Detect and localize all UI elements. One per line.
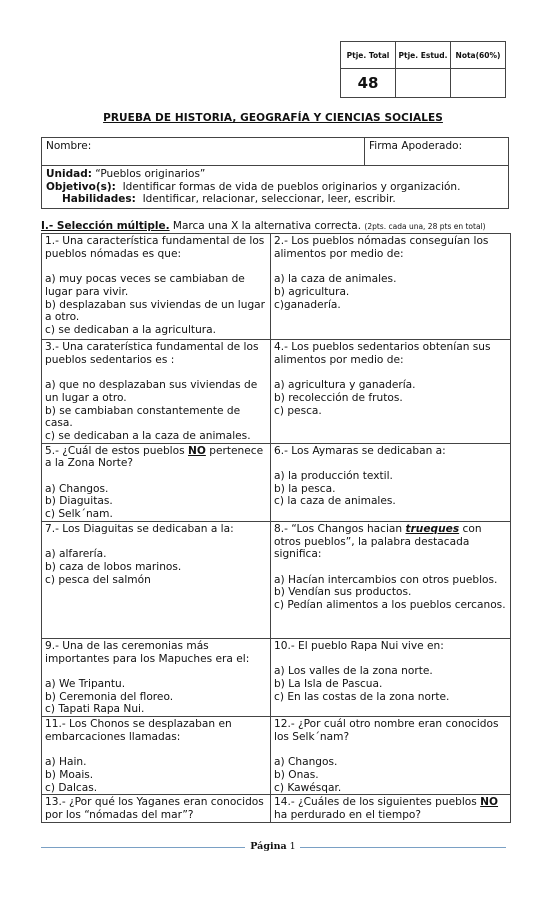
option[interactable]: c) pesca del salmón — [45, 573, 151, 586]
option[interactable]: b) caza de lobos marinos. — [45, 560, 182, 573]
question-2 — [271, 234, 511, 340]
emphasis-no: NO — [480, 796, 499, 809]
option[interactable]: b) Diaguitas. — [45, 495, 113, 508]
habilidades-value: Identificar, relacionar, seleccionar, leer, escribir. — [142, 193, 396, 205]
question-5 — [42, 443, 271, 521]
section-label: I.- Selección múltiple. — [41, 220, 170, 232]
section-points: (2pts. cada una, 28 pts en total) — [364, 222, 486, 231]
option[interactable]: b) la pesca. — [274, 482, 336, 495]
question-text: 9.- Una de las ceremonias más importantes para los Mapuches era el: — [45, 639, 250, 665]
objetivo-label: Objetivo(s): — [46, 180, 116, 193]
exam-title: PRUEBA DE HISTORIA, GEOGRAFÍA Y CIENCIAS SOCIALES — [103, 112, 443, 124]
nombre-label: Nombre: — [46, 140, 92, 152]
question-text: 11.- Los Chonos se desplazaban en embarcaciones llamadas: — [45, 718, 232, 743]
student-info-table — [41, 137, 509, 209]
option[interactable]: c) Dalcas. — [45, 781, 98, 794]
option[interactable]: c) se dedicaban a la agricultura. — [45, 323, 216, 336]
question-12 — [271, 717, 511, 795]
option[interactable]: c) Selk´nam. — [45, 508, 113, 521]
emphasis-no: NO — [188, 444, 206, 457]
option[interactable]: a) We Tripantu. — [45, 677, 126, 690]
question-text: 14.- ¿Cuáles de los siguientes pueblos NO ha perdurado en el tiempo? — [274, 796, 499, 821]
option[interactable]: b) Moais. — [45, 768, 94, 781]
ptje-total-value: 48 — [341, 69, 396, 98]
unidad-value: “Pueblos originarios” — [95, 168, 206, 180]
question-text: 5.- ¿Cuál de estos pueblos NO pertenece a la Zona Norte? — [45, 444, 264, 470]
habilidades-label: Habilidades: — [62, 193, 136, 205]
question-text: 10.- El pueblo Rapa Nui vive en: — [274, 639, 444, 652]
question-11 — [42, 717, 271, 795]
option[interactable]: a) Hacían intercambios con otros pueblos. — [274, 573, 498, 586]
questions-table — [41, 233, 511, 823]
emphasis-trueques: trueques — [405, 522, 460, 535]
question-14 — [271, 795, 511, 823]
question-9 — [42, 638, 271, 716]
firma-label: Firma Apoderado: — [369, 140, 463, 152]
option[interactable]: c)ganadería. — [274, 298, 341, 311]
section-heading — [41, 220, 531, 232]
option[interactable]: a) la producción textil. — [274, 470, 393, 482]
option[interactable]: b) Vendían sus productos. — [274, 586, 412, 599]
option[interactable]: c) Pedían alimentos a los pueblos cercanos. — [274, 599, 506, 612]
question-text: 13.- ¿Por qué los Yaganes eran conocidos por los “nómadas del mar”? — [45, 796, 264, 821]
option[interactable]: a) Los valles de la zona norte. — [274, 665, 433, 678]
question-6 — [271, 443, 511, 521]
option[interactable]: a) muy pocas veces se cambiaban de lugar para vivir. — [45, 273, 245, 298]
option[interactable]: c) se dedicaban a la caza de animales. — [45, 429, 251, 442]
question-text: 7.- Los Diaguitas se dedicaban a la: — [45, 522, 234, 535]
option[interactable]: a) Changos. — [274, 756, 338, 769]
question-7 — [42, 521, 271, 638]
option[interactable]: c) Tapati Rapa Nui. — [45, 703, 145, 716]
score-box — [340, 41, 506, 98]
option[interactable]: b) Onas. — [274, 768, 319, 781]
question-8 — [271, 521, 511, 638]
question-4 — [271, 340, 511, 444]
option[interactable]: b) Ceremonia del floreo. — [45, 690, 174, 703]
page-footer — [0, 841, 546, 852]
page-label: Página — [250, 841, 287, 852]
firma-apoderado-field[interactable] — [365, 138, 509, 166]
option[interactable]: c) Kawésqar. — [274, 781, 342, 794]
option[interactable]: a) alfarería. — [45, 548, 107, 561]
objetivo-value: Identificar formas de vida de pueblos originarios y organización. — [122, 180, 461, 193]
question-text: 4.- Los pueblos sedentarios obtenían sus alimentos por medio de: — [274, 341, 491, 366]
option[interactable]: c) pesca. — [274, 404, 322, 417]
section-instruction: Marca una X la alternativa correcta. — [172, 220, 362, 232]
nombre-field[interactable] — [42, 138, 365, 166]
option[interactable]: c) En las costas de la zona norte. — [274, 690, 450, 703]
question-text: 1.- Una característica fundamental de los pueblos nómadas es que: — [45, 235, 265, 260]
unidad-label: Unidad: — [46, 168, 92, 180]
unit-objective-box — [42, 166, 509, 209]
question-text: 12.- ¿Por cuál otro nombre eran conocidos los Selk´nam? — [274, 718, 499, 743]
option[interactable]: b) agricultura. — [274, 285, 350, 298]
option[interactable]: a) que no desplazaban sus viviendas de un lugar a otro. — [45, 379, 258, 404]
question-text: 6.- Los Aymaras se dedicaban a: — [274, 444, 446, 457]
nota-value[interactable] — [451, 69, 506, 98]
option[interactable]: a) agricultura y ganadería. — [274, 379, 416, 392]
option[interactable]: b) La Isla de Pascua. — [274, 677, 383, 690]
option[interactable]: a) Changos. — [45, 482, 109, 495]
question-text: 3.- Una caraterística fundamental de los pueblos sedentarios es : — [45, 341, 259, 366]
option[interactable]: a) Hain. — [45, 756, 87, 769]
ptje-estud-label: Ptje. Estud. — [396, 42, 451, 69]
ptje-total-label: Ptje. Total — [341, 42, 396, 69]
option[interactable]: b) se cambiaban constantemente de casa. — [45, 404, 241, 430]
nota-label: Nota(60%) — [451, 42, 506, 69]
option[interactable]: a) la caza de animales. — [274, 273, 397, 286]
question-text: 8.- “Los Changos hacian trueques con otros pueblos”, la palabra destacada significa: — [274, 522, 482, 561]
page-number: 1 — [289, 841, 296, 852]
question-1 — [42, 234, 271, 340]
question-text: 2.- Los pueblos nómadas conseguían los alimentos por medio de: — [274, 235, 489, 260]
question-13 — [42, 795, 271, 823]
option[interactable]: c) la caza de animales. — [274, 495, 396, 508]
question-3 — [42, 340, 271, 444]
ptje-estud-value[interactable] — [396, 69, 451, 98]
option[interactable]: b) recolección de frutos. — [274, 391, 403, 404]
option[interactable]: b) desplazaban sus viviendas de un lugar a otro. — [45, 298, 266, 324]
question-10 — [271, 638, 511, 716]
